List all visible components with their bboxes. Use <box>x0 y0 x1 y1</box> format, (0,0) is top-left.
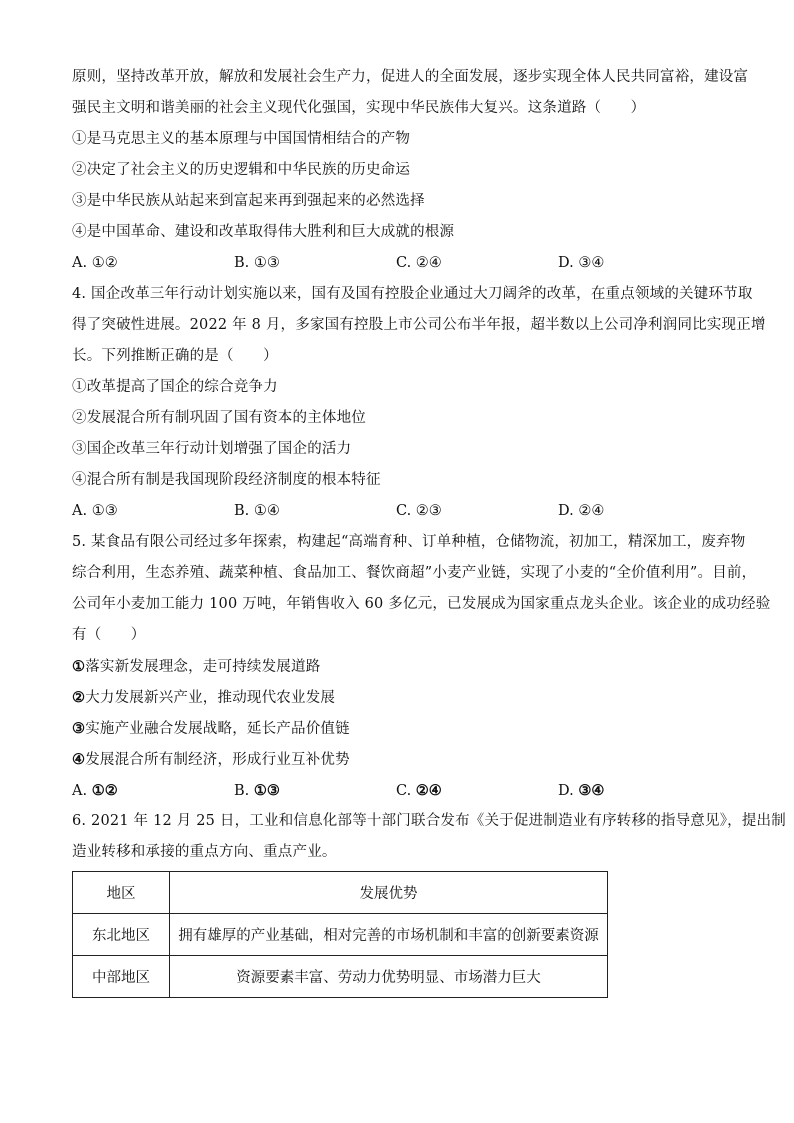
question-stem-line: 5. 某食品有限公司经过多年探索，构建起“高端育种、订单种植，仓储物流，初加工，精深加工，废弃物 <box>72 534 746 550</box>
question-stem-line: 有（ ） <box>72 627 146 643</box>
answer-statement <box>72 651 722 682</box>
document-page <box>72 62 786 998</box>
statement-number: ③ <box>72 720 86 737</box>
answer-statement: ④是中国革命、建设和改革取得伟大胜利和巨大成就的根源 <box>72 224 455 240</box>
table-header-cell: 发展优势 <box>170 872 608 914</box>
question-stem-line: 4. 国企改革三年行动计划实施以来，国有及国有控股企业通过大刀阔斧的改革，在重点领域的关键环节取 <box>72 286 753 302</box>
region-advantage-table <box>72 871 608 998</box>
statement-text: 大力发展新兴产业，推动现代农业发展 <box>85 690 336 706</box>
answer-options <box>72 248 722 279</box>
question-stem-line: 造业转移和承接的重点方向、重点产业。 <box>72 844 337 860</box>
question-5 <box>72 527 771 806</box>
option-letter: C. <box>396 783 416 799</box>
question-stem-line: 得了突破性进展。2022 年 8 月，多家国有控股上市公司公布半年报，超半数以上公司净利润同比实现正增 <box>72 317 766 333</box>
answer-statement <box>72 713 722 744</box>
question-stem-line: 公司年小麦加工能力 100 万吨，年销售收入 60 多亿元，已发展成为国家重点龙头企业。该企业的成功经验 <box>72 596 771 612</box>
option-letter: D. <box>558 783 579 799</box>
option-numbers: ①③ <box>253 782 280 799</box>
statement-number: ② <box>72 689 86 706</box>
table-cell: 拥有雄厚的产业基础，相对完善的市场机制和丰富的创新要素资源 <box>170 914 608 956</box>
option-b <box>234 775 396 806</box>
question-stem-line: 综合利用，生态养殖、蔬菜种植、食品加工、餐饮商超”小麦产业链，实现了小麦的“全价值利用”。目前， <box>72 565 757 581</box>
answer-statement <box>72 744 722 775</box>
option-c: C. ②③ <box>396 503 442 519</box>
option-c <box>396 775 558 806</box>
answer-statement: ①是马克思主义的基本原理与中国国情相结合的产物 <box>72 131 411 147</box>
option-c: C. ②④ <box>396 255 442 271</box>
answer-statement: ①改革提高了国企的综合竞争力 <box>72 379 278 395</box>
question-stem-line: 长。下列推断正确的是（ ） <box>72 348 278 364</box>
table-cell: 中部地区 <box>73 956 170 998</box>
table-header-row <box>73 872 608 914</box>
question-4 <box>72 279 766 527</box>
option-a: A. ①③ <box>72 503 118 519</box>
statement-text: 实施产业融合发展战略，延长产品价值链 <box>85 721 350 737</box>
table-row <box>73 956 608 998</box>
option-b: B. ①③ <box>234 255 280 271</box>
option-b: B. ①④ <box>234 503 280 519</box>
statement-number: ④ <box>72 751 86 768</box>
answer-statement: ④混合所有制是我国现阶段经济制度的根本特征 <box>72 472 381 488</box>
table-cell: 资源要素丰富、劳动力优势明显、市场潜力巨大 <box>170 956 608 998</box>
option-letter: A. <box>72 783 92 799</box>
answer-statement: ②发展混合所有制巩固了国有资本的主体地位 <box>72 410 366 426</box>
answer-options <box>72 496 722 527</box>
option-numbers: ③④ <box>578 782 605 799</box>
question-stem-line: 强民主文明和谐美丽的社会主义现代化强国，实现中华民族伟大复兴。这条道路（ ） <box>72 100 646 116</box>
option-numbers: ②④ <box>415 782 442 799</box>
option-letter: B. <box>234 783 254 799</box>
option-d <box>558 775 720 806</box>
option-numbers: ①② <box>91 782 118 799</box>
answer-statement: ②决定了社会主义的历史逻辑和中华民族的历史命运 <box>72 162 411 178</box>
statement-number: ① <box>72 658 86 675</box>
answer-statement <box>72 682 722 713</box>
table-cell: 东北地区 <box>73 914 170 956</box>
option-a: A. ①② <box>72 255 118 271</box>
option-d: D. ③④ <box>558 255 605 271</box>
option-d: D. ②④ <box>558 503 605 519</box>
option-a <box>72 775 234 806</box>
statement-text: 发展混合所有制经济，形成行业互补优势 <box>85 752 350 768</box>
table-header-cell: 地区 <box>73 872 170 914</box>
question-3 <box>72 62 749 279</box>
statement-text: 落实新发展理念，走可持续发展道路 <box>85 659 321 675</box>
question-stem-line: 6. 2021 年 12 月 25 日，工业和信息化部等十部门联合发布《关于促进制造业有序转移的指导意见》，提出制 <box>72 813 786 829</box>
table-row <box>73 914 608 956</box>
question-stem-line: 原则，坚持改革开放，解放和发展社会生产力，促进人的全面发展，逐步实现全体人民共同富裕，建设富 <box>72 69 749 85</box>
answer-statement: ③国企改革三年行动计划增强了国企的活力 <box>72 441 352 457</box>
question-6 <box>72 806 786 998</box>
answer-statement: ③是中华民族从站起来到富起来再到强起来的必然选择 <box>72 193 425 209</box>
answer-options <box>72 775 722 806</box>
